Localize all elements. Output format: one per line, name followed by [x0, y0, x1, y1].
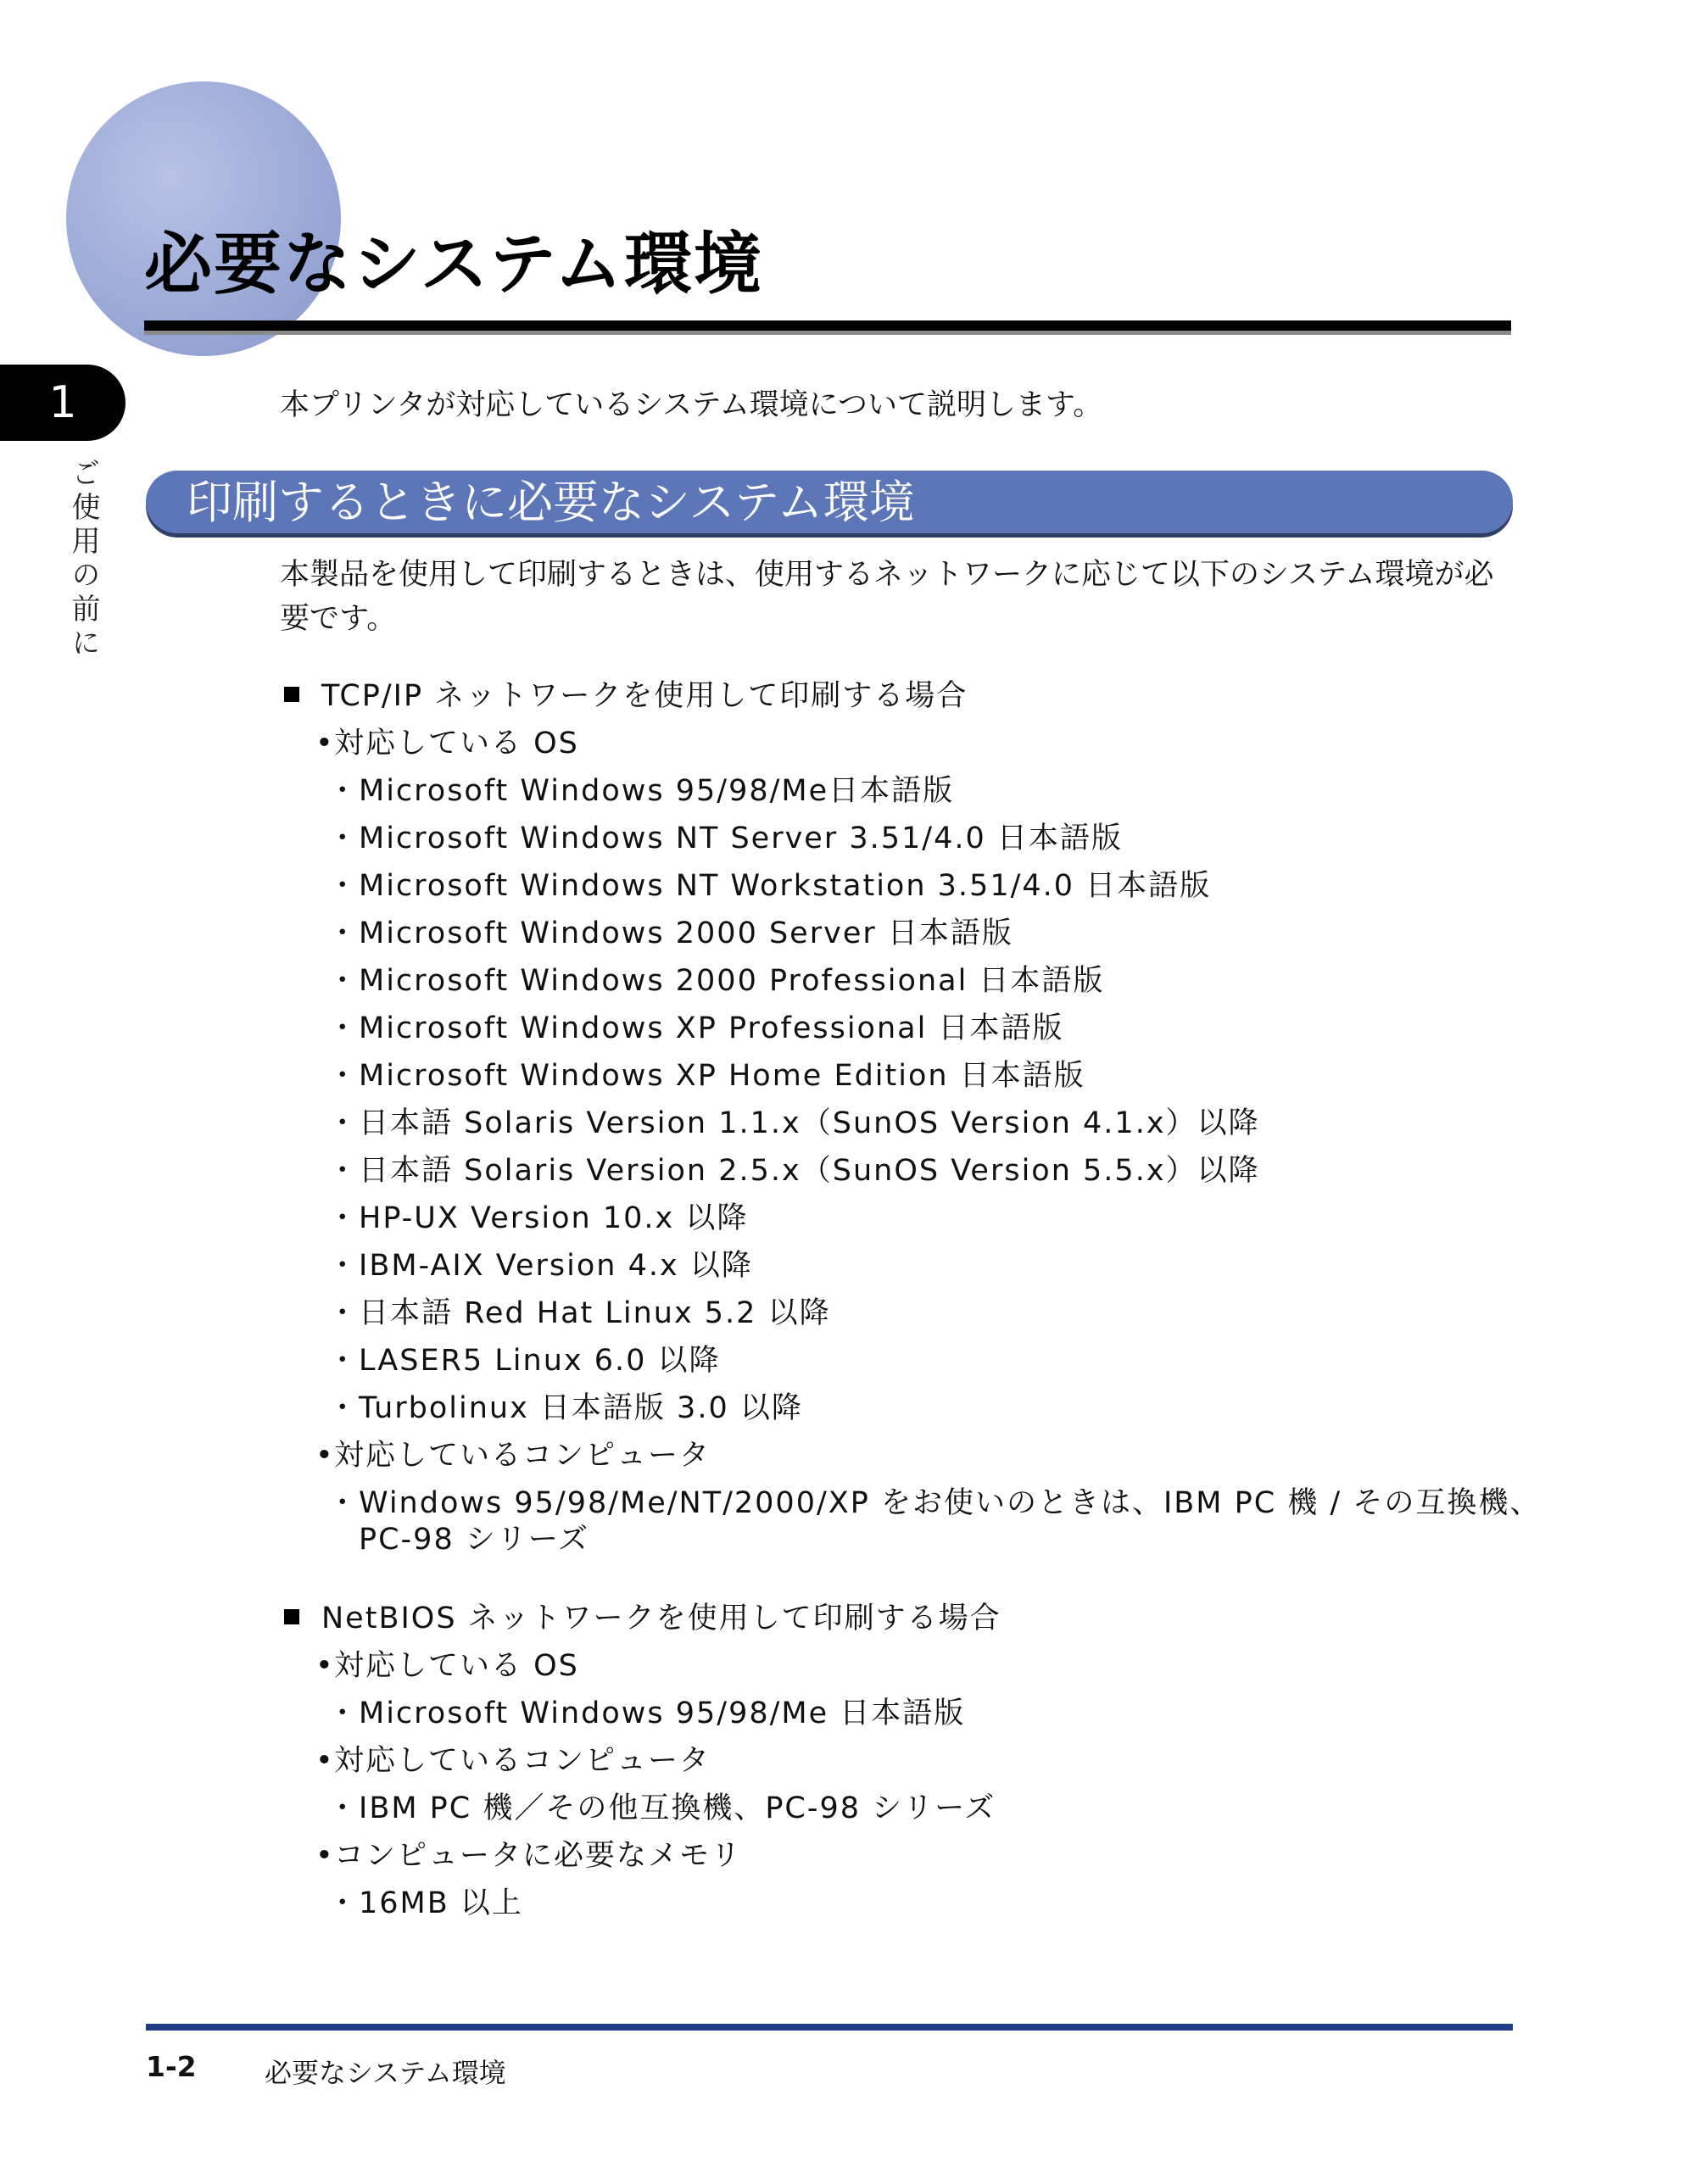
- netbios-computer-heading-text: 対応しているコンピュータ: [334, 1744, 711, 1778]
- list-item-text: 日本語 Red Hat Linux 5.2 以降: [359, 1296, 831, 1330]
- middle-dot-icon: ･: [335, 1391, 352, 1425]
- middle-dot-icon: ･: [335, 822, 352, 855]
- middle-dot-icon: ･: [335, 1201, 352, 1235]
- list-item-text: Microsoft Windows NT Server 3.51/4.0 日本語版: [359, 822, 1123, 855]
- title-rule-shadow: [144, 331, 1511, 335]
- netbios-heading: [284, 1601, 1001, 1636]
- list-item: [335, 821, 1123, 856]
- list-item: [335, 1201, 748, 1236]
- list-item-text: Microsoft Windows XP Home Edition 日本語版: [359, 1059, 1085, 1093]
- list-item-text: 16MB 以上: [359, 1886, 523, 1920]
- middle-dot-icon: ･: [335, 774, 352, 808]
- list-item: [335, 868, 1211, 904]
- list-item: [335, 1106, 1260, 1141]
- list-item-text: Microsoft Windows 95/98/Me 日本語版: [359, 1696, 966, 1730]
- tcpip-heading: [284, 678, 968, 714]
- list-item-text: 日本語 Solaris Version 2.5.x（SunOS Version 5.5.x）以降: [359, 1154, 1260, 1188]
- list-item-text: 日本語 Solaris Version 1.1.x（SunOS Version 4.1.x）以降: [359, 1106, 1260, 1140]
- middle-dot-icon: ･: [335, 1011, 352, 1045]
- netbios-heading-text: NetBIOS ネットワークを使用して印刷する場合: [321, 1602, 1001, 1635]
- middle-dot-icon: ･: [335, 1486, 352, 1520]
- middle-dot-icon: ･: [335, 1886, 352, 1920]
- list-item-text: Microsoft Windows 95/98/Me日本語版: [359, 774, 955, 808]
- dot-bullet-icon: •: [315, 1839, 335, 1873]
- tcpip-heading-text: TCP/IP ネットワークを使用して印刷する場合: [321, 679, 968, 713]
- netbios-memory-heading: [315, 1838, 742, 1874]
- list-item: [335, 963, 1104, 999]
- chapter-tab: [0, 365, 126, 441]
- list-item: [335, 1791, 996, 1826]
- middle-dot-icon: ･: [335, 1154, 352, 1188]
- middle-dot-icon: ･: [335, 1344, 352, 1378]
- netbios-computer-heading: [315, 1743, 711, 1779]
- list-item-text: Microsoft Windows 2000 Professional 日本語版: [359, 964, 1105, 998]
- middle-dot-icon: ･: [335, 916, 352, 950]
- middle-dot-icon: ･: [335, 1249, 352, 1283]
- list-item: [335, 1295, 831, 1331]
- list-item: [335, 1485, 1541, 1521]
- list-item: [335, 916, 1013, 951]
- list-item-text: HP-UX Version 10.x 以降: [359, 1201, 749, 1235]
- list-item: [335, 1343, 721, 1379]
- list-item: [335, 1390, 803, 1426]
- section-title: 印刷するときに必要なシステム環境: [187, 476, 915, 529]
- middle-dot-icon: ･: [335, 964, 352, 998]
- section-header-bar: [146, 471, 1513, 533]
- list-item-text: LASER5 Linux 6.0 以降: [359, 1344, 721, 1378]
- intro-text: 本プリンタが対応しているシステム環境について説明します。: [280, 388, 1103, 422]
- list-item-text: IBM-AIX Version 4.x 以降: [359, 1249, 753, 1283]
- dot-bullet-icon: •: [315, 1649, 335, 1683]
- middle-dot-icon: ･: [335, 1106, 352, 1140]
- square-bullet-icon: [284, 1609, 299, 1624]
- list-item: [335, 1248, 753, 1284]
- netbios-memory-heading-text: コンピュータに必要なメモリ: [334, 1839, 743, 1873]
- page-number: 1-2: [146, 2050, 197, 2083]
- list-item-text: Turbolinux 日本語版 3.0 以降: [359, 1391, 803, 1425]
- section-paragraph: 本製品を使用して印刷するときは、使用するネットワークに応じて以下のシステム環境が必要です。: [280, 558, 1494, 636]
- list-item-text: Windows 95/98/Me/NT/2000/XP をお使いのときは、IBM PC 機 / その互換機、: [359, 1486, 1542, 1520]
- middle-dot-icon: ･: [335, 1696, 352, 1730]
- tcpip-os-heading: [315, 726, 579, 761]
- list-item: [335, 773, 954, 809]
- middle-dot-icon: ･: [335, 1791, 352, 1825]
- dot-bullet-icon: •: [315, 1439, 335, 1473]
- dot-bullet-icon: •: [315, 1744, 335, 1778]
- chapter-number: 1: [48, 377, 77, 428]
- tcpip-os-heading-text: 対応している OS: [334, 727, 579, 760]
- square-bullet-icon: [284, 687, 299, 702]
- list-item: [335, 1696, 965, 1731]
- title-rule: [144, 320, 1511, 331]
- footer-rule: [146, 2024, 1513, 2031]
- page-title: 必要なシステム環境: [144, 225, 763, 304]
- middle-dot-icon: ･: [335, 1059, 352, 1093]
- dot-bullet-icon: •: [315, 727, 335, 760]
- chapter-decoration-circle: [66, 81, 341, 356]
- list-item: [335, 1058, 1085, 1094]
- tcpip-computer-heading: [315, 1438, 711, 1474]
- netbios-os-heading-text: 対応している OS: [334, 1649, 579, 1683]
- list-item-text: Microsoft Windows NT Workstation 3.51/4.0 日本語版: [359, 869, 1212, 903]
- middle-dot-icon: ･: [335, 1296, 352, 1330]
- list-item-text: IBM PC 機／その他互換機、PC-98 シリーズ: [359, 1791, 996, 1825]
- list-item: [335, 1153, 1260, 1189]
- tcpip-computer-heading-text: 対応しているコンピュータ: [334, 1439, 711, 1473]
- chapter-label: ご使用の前に: [66, 458, 100, 661]
- netbios-os-heading: [315, 1648, 579, 1684]
- list-item: [335, 1011, 1063, 1046]
- list-item: [335, 1886, 523, 1921]
- list-item-text: Microsoft Windows XP Professional 日本語版: [359, 1011, 1064, 1045]
- list-item-text: Microsoft Windows 2000 Server 日本語版: [359, 916, 1013, 950]
- middle-dot-icon: ･: [335, 869, 352, 903]
- list-item-continuation: PC-98 シリーズ: [359, 1523, 590, 1557]
- footer-title: 必要なシステム環境: [265, 2057, 506, 2089]
